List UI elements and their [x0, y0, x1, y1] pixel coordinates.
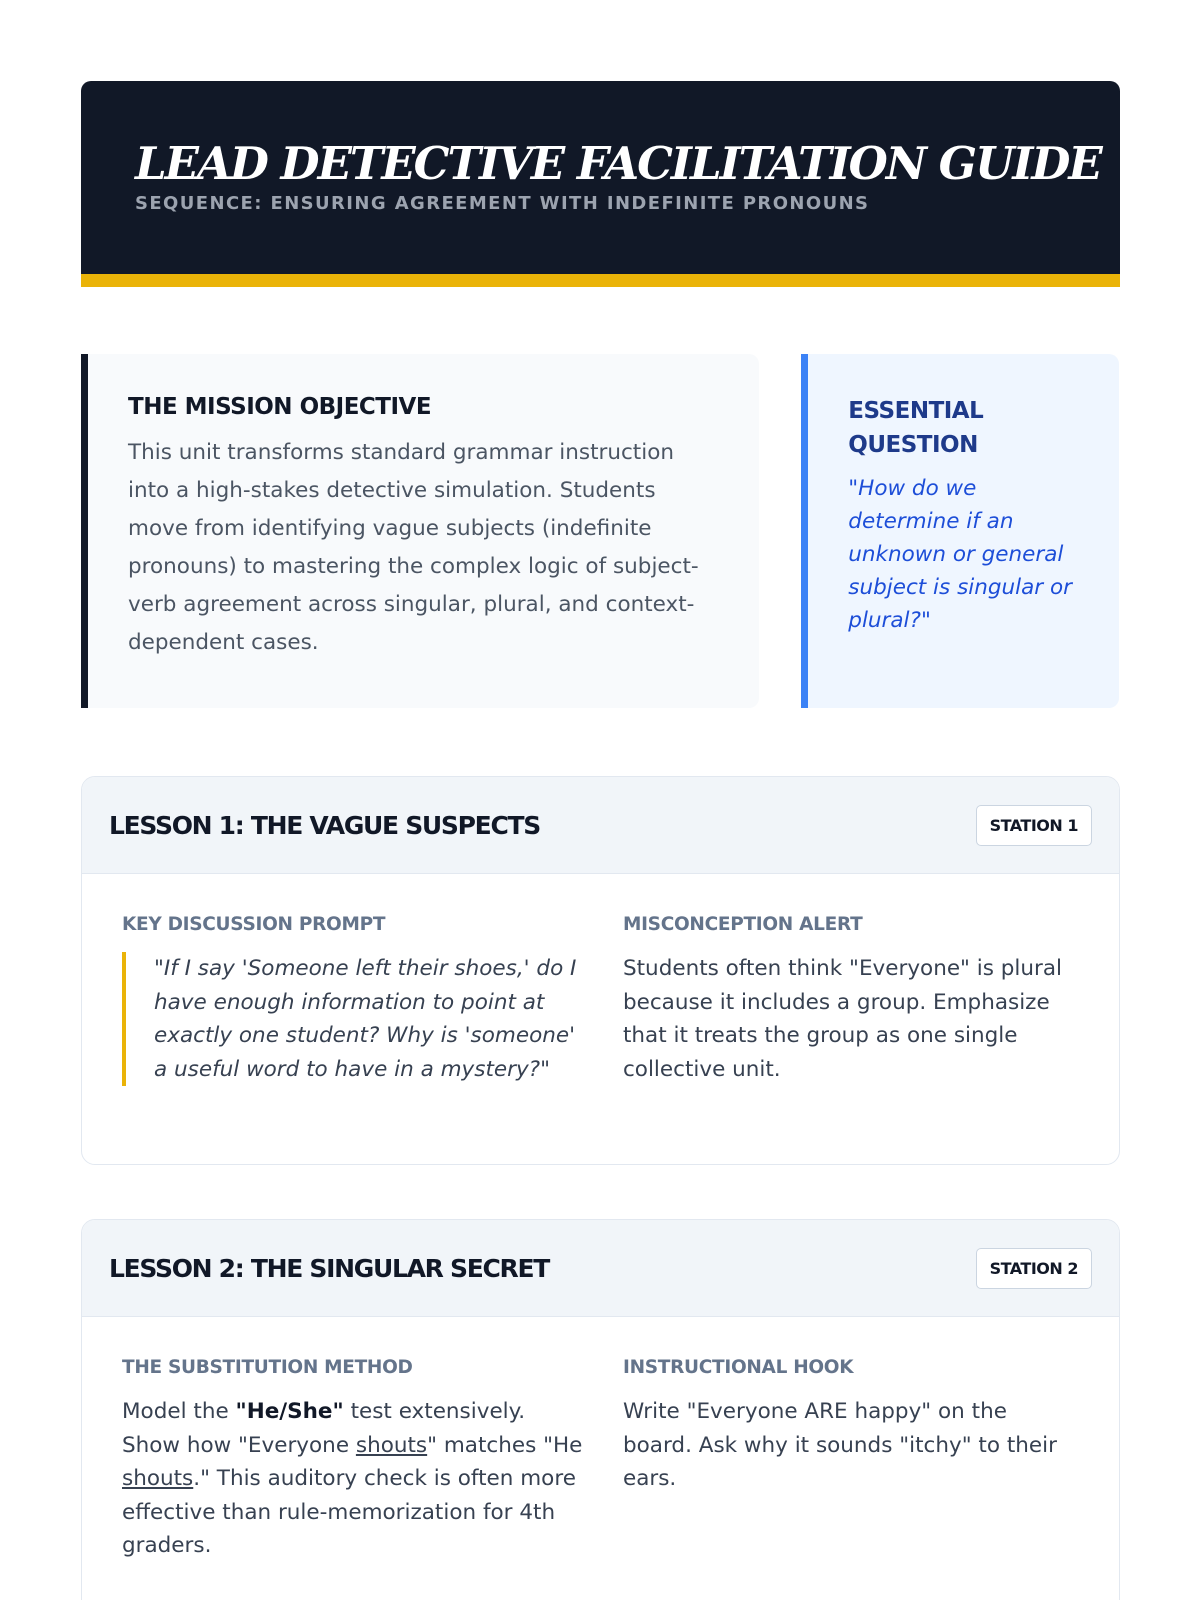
overview-row: [81, 354, 1119, 708]
discussion-prompt-column: [122, 914, 583, 1086]
mission-objective-title: THE MISSION OBJECTIVE: [128, 394, 432, 420]
misconception-alert-text: Students often think "Everyone" is plural because it includes a group. Emphasize that it treats the group as one single collective unit.: [622, 956, 1063, 1082]
lesson-header: [82, 777, 1119, 874]
column-label: INSTRUCTIONAL HOOK: [622, 1357, 854, 1378]
substitution-method-text: [122, 1395, 583, 1563]
station-badge: STATION 2: [976, 1248, 1092, 1289]
mission-objective-panel: [81, 354, 759, 708]
page-title: LEAD DETECTIVE FACILITATION GUIDE: [135, 137, 1101, 190]
lesson-body: [82, 1317, 1119, 1563]
text-segment: ." This auditory check is often more effective than rule-memorization for 4th graders.: [122, 1466, 576, 1558]
lesson-title: LESSON 2: THE SINGULAR SECRET: [109, 1253, 550, 1283]
lesson-card-2: [81, 1219, 1120, 1600]
discussion-prompt-quote: "If I say 'Someone left their shoes,' do I have enough information to point at exactly one student? Why is 'someone' a useful word to have in a mystery?": [122, 952, 583, 1086]
lesson-header: [82, 1220, 1119, 1317]
page-subtitle: SEQUENCE: ENSURING AGREEMENT WITH INDEFINITE PRONOUNS: [135, 193, 870, 214]
misconception-alert-column: [623, 914, 1079, 1086]
column-label: THE SUBSTITUTION METHOD: [122, 1357, 413, 1378]
substitution-method-column: [122, 1357, 583, 1563]
text-segment: Model the: [122, 1399, 236, 1424]
header-banner: [81, 81, 1120, 287]
station-badge: STATION 1: [976, 805, 1092, 846]
he-she-test-emphasis: "He/She": [235, 1399, 344, 1424]
text-segment: test extensively. Show how "Everyone: [122, 1399, 526, 1458]
instructional-hook-column: [623, 1357, 1079, 1563]
essential-question-title: ESSENTIAL QUESTION: [848, 398, 984, 458]
column-label: KEY DISCUSSION PROMPT: [122, 914, 386, 935]
column-label: MISCONCEPTION ALERT: [622, 914, 863, 935]
mission-objective-text: This unit transforms standard grammar instruction into a high-stakes detective simulation. Students move from identifying vague subjects (indefinite pronouns) to mastering the complex logic of subject-verb agreement across singular, plural, and context-dependent cases.: [128, 440, 699, 655]
essential-question-text: "How do we determine if an unknown or general subject is singular or plural?": [848, 476, 1072, 633]
instructional-hook-text: Write "Everyone ARE happy" on the board. Ask why it sounds "itchy" to their ears.: [622, 1399, 1057, 1491]
essential-question-panel: [801, 354, 1119, 708]
lesson-title: LESSON 1: THE VAGUE SUSPECTS: [109, 810, 540, 840]
verb-underline: shouts: [355, 1432, 428, 1458]
lesson-body: [82, 874, 1119, 1086]
lesson-card-1: [81, 776, 1120, 1165]
text-segment: " matches "He: [427, 1432, 583, 1458]
verb-underline: shouts: [122, 1466, 194, 1491]
